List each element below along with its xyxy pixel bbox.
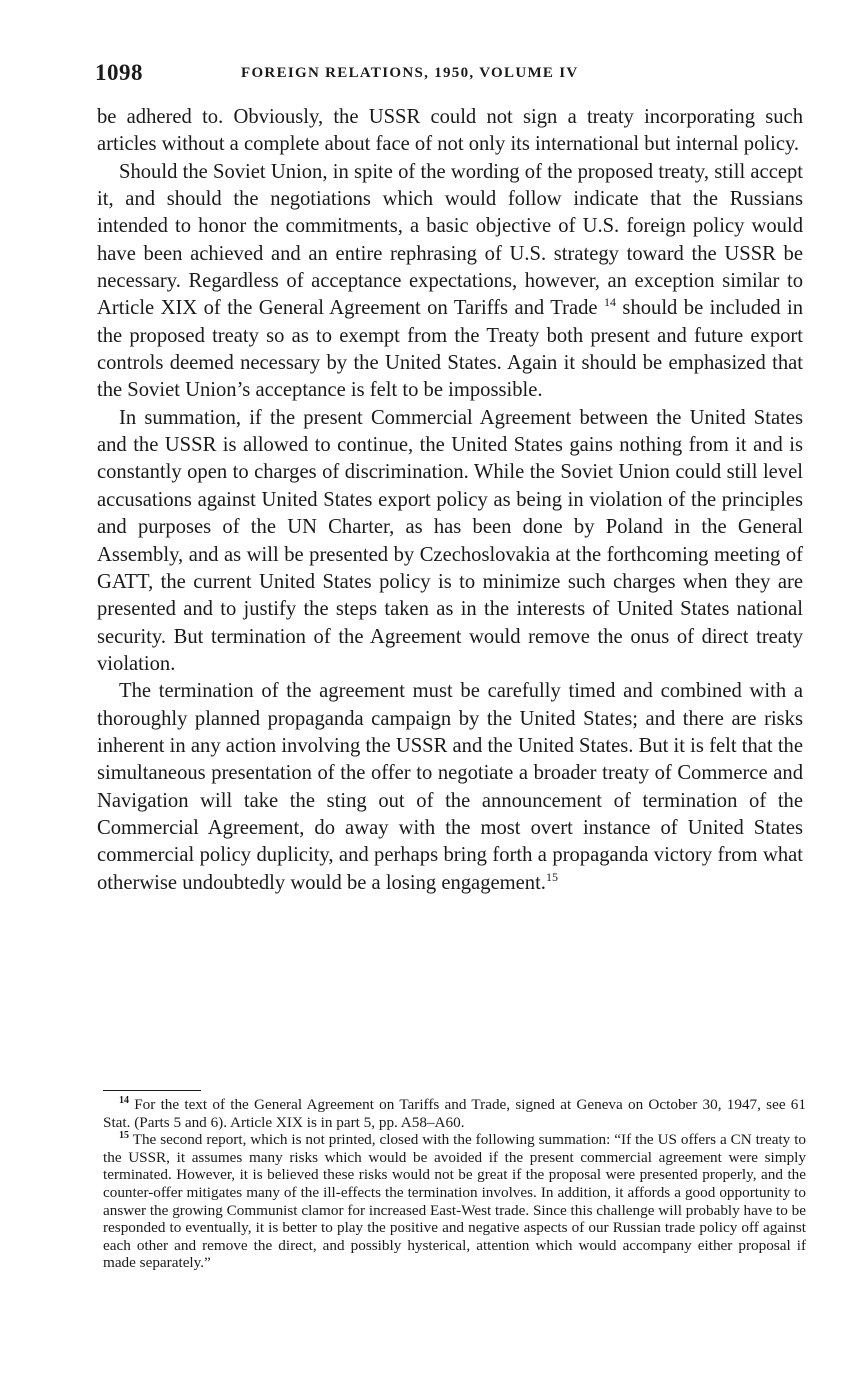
footnote-14-text: For the text of the General Agreement on Tariffs and Trade, signed at Geneva on October 30, 1947, see 61 Stat. (Parts 5 and 6). Article XIX is in part 5, pp. A58–A60.	[103, 1096, 806, 1131]
page-number: 1098	[95, 60, 143, 85]
paragraph-4	[97, 678, 803, 897]
footnote-ref-15[interactable]: 15	[545, 869, 558, 884]
page-header	[95, 60, 805, 90]
body-text	[97, 104, 803, 897]
paragraph-2	[97, 159, 803, 405]
footnote-15	[103, 1131, 806, 1272]
footnotes	[103, 1096, 806, 1272]
footnote-divider	[103, 1090, 201, 1091]
paragraph-3: In summation, if the present Commercial Agreement between the United States and the USSR is allowed to continue, the United States gains nothing from it and is constantly open to charges of discrimination. While the Soviet Union could still level accusations against United States export policy as being in violation of the principles and purposes of the UN Charter, as has been done by Poland in the General Assembly, and as will be presented by Czechoslovakia at the forthcoming meeting of GATT, the current United States policy is to minimize such charges when they are presented and to justify the steps taken as in the interests of United States national security. But termination of the Agreement would remove the onus of direct treaty violation.	[97, 406, 803, 675]
paragraph-4-text: The termination of the agreement must be carefully timed and combined with a thoroughly planned propaganda campaign by the United States; and there are risks inherent in any action involving the USSR and the United States. But it is felt that the simultaneous presentation of the offer to negotiate a broader treaty of Commerce and Navigation will take the sting out of the announcement of termination of the Commercial Agreement, do away with the most overt instance of United States commercial policy duplicity, and perhaps bring forth a propaganda victory from what otherwise undoubtedly would be a losing engagement.	[97, 680, 803, 894]
footnote-ref-14[interactable]: 14	[604, 295, 616, 310]
running-head: FOREIGN RELATIONS, 1950, VOLUME IV	[241, 65, 579, 81]
footnote-15-mark: 15	[119, 1130, 129, 1142]
paragraph-2-text-b: should be included in the proposed treaty so as to exempt from the Treaty both present and future export controls deemed necessary by the United States. Again it should be emphasized that the Soviet Union’s acceptance is felt to be impossible.	[97, 297, 804, 402]
footnote-14	[103, 1096, 806, 1131]
footnote-14-mark: 14	[119, 1094, 129, 1106]
paragraph-2-text-a: Should the Soviet Union, in spite of the wording of the proposed treaty, still accept it, and should the negotiations which would follow indicate that the Russians intended to honor the commitments, a basic objective of U.S. foreign policy would have been achieved and an entire rephrasing of U.S. strategy toward the USSR be necessary. Regardless of acceptance expectations, however, an exception similar to Article XIX of the General Agreement on Tariffs and Trade	[97, 160, 803, 320]
footnote-15-text: The second report, which is not printed, closed with the following summation: “If the US offers a CN treaty to the USSR, it assumes many risks which would be avoided if the present commercial agreement were simply terminated. However, it is believed these risks would not be great if the proposal were presented properly, and the counter-offer mitigates many of the ill-effects the termination involves. In addition, it affords a good opportunity to answer the growing Communist clamor for increased East-West trade. Since this challenge will probably have to be responded to eventually, it is better to play the positive and negative aspects of our Russian trade policy off against each other and remove the direct, and possibly hysterical, attention which would accompany either proposal if made separately.”	[103, 1131, 807, 1272]
paragraph-1: be adhered to. Obviously, the USSR could not sign a treaty incorporating such articles without a complete about face of not only its international but internal policy.	[97, 106, 803, 156]
